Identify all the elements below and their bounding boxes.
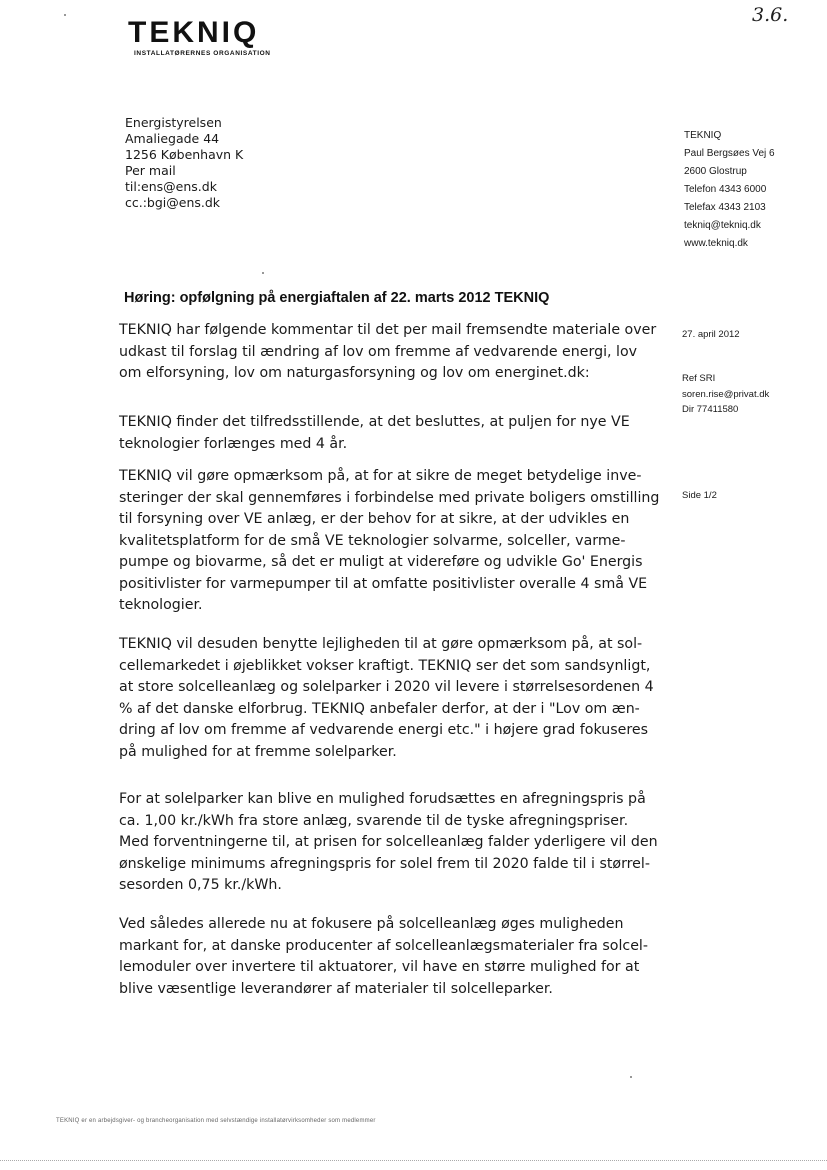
sender-line: 2600 Glostrup: [684, 166, 747, 177]
letter-subject: Høring: opfølgning på energiaftalen af 22. marts 2012 TEKNIQ: [124, 290, 550, 306]
text-line: For at solelparker kan blive en mulighed forudsættes en afregningspris på: [119, 791, 646, 807]
text-line: kvalitetsplatform for de små VE teknologier solvarme, solceller, varme-: [119, 532, 626, 549]
recipient-line: Per mail: [125, 163, 176, 178]
ref-line: Ref SRI: [682, 373, 716, 384]
recipient-line: 1256 København K: [125, 147, 244, 162]
sender-line: TEKNIQ: [684, 130, 722, 141]
text-line: blive væsentlige leverandører af materialer til solcelleparker.: [119, 980, 553, 997]
text-line: teknologier.: [119, 597, 203, 613]
page-number: [682, 488, 717, 504]
text-line: til forsyning over VE anlæg, er der behov for at sikre, at der udvikles en: [119, 511, 630, 527]
recipient-address: [125, 115, 243, 211]
sender-email: tekniq@tekniq.dk: [684, 220, 761, 231]
text-line: sesorden 0,75 kr./kWh.: [119, 877, 282, 893]
text-line: pumpe og biovarme, så det er muligt at videreføre og udvikle Go' Energis: [119, 554, 643, 570]
text-line: % af det danske elforbrug. TEKNIQ anbefaler derfor, at der i "Lov om æn-: [119, 700, 640, 717]
text-line: at store solcelleanlæg og solelparker i 2020 vil levere i størrelsesordenen 4: [119, 679, 654, 695]
text-line: Ved således allerede nu at fokusere på solcelleanlæg øges muligheden: [119, 916, 624, 932]
paragraph-6: [119, 914, 667, 1000]
text-line: TEKNIQ har følgende kommentar til det per mail fremsendte materiale over: [119, 322, 657, 338]
ref-line: soren.rise@privat.dk: [682, 388, 770, 400]
sender-line: Telefax 4343 2103: [684, 202, 766, 213]
text-line: TEKNIQ vil desuden benytte lejligheden til at gøre opmærksom på, at sol-: [119, 636, 643, 652]
text-line: lemoduler over invertere til aktuatorer, vil have en større mulighed for at: [119, 959, 640, 975]
sender-line: Paul Bergsøes Vej 6: [684, 148, 775, 159]
scan-speck: [630, 1076, 632, 1078]
sender-address: [684, 127, 775, 253]
sender-line: Telefon 4343 6000: [684, 184, 767, 195]
scan-speck: [64, 14, 66, 16]
recipient-line: cc.:bgi@ens.dk: [125, 195, 221, 210]
text-line: teknologier forlænges med 4 år.: [119, 435, 348, 452]
paragraph-3: [119, 466, 667, 617]
paragraph-1: [119, 320, 667, 385]
text-line: markant for, at danske producenter af solcelleanlægsmaterialer fra solcel-: [119, 937, 648, 954]
footer-note: TEKNIQ er en arbejdsgiver- og brancheorganisation med selvstændige installatørvirksomheder som medlemmer: [56, 1118, 376, 1124]
scan-edge-line: [0, 1160, 827, 1161]
recipient-line: Energistyrelsen: [125, 115, 222, 130]
date-text: 27. april 2012: [682, 329, 740, 340]
text-line: positivlister for varmepumper til at omfatte positivlister overalle 4 små VE: [119, 575, 648, 592]
text-line: udkast til forslag til ændring af lov om fremme af vedvarende energi, lov: [119, 343, 638, 360]
text-line: ca. 1,00 kr./kWh fra store anlæg, svarende til de tyske afregningspriser.: [119, 812, 629, 829]
paragraph-2: [119, 412, 667, 455]
text-line: om elforsyning, lov om naturgasforsyning og lov om energinet.dk:: [119, 365, 590, 381]
text-line: ønskelige minimums afregningspris for solel frem til 2020 falde til i størrel-: [119, 855, 650, 872]
text-line: TEKNIQ vil gøre opmærksom på, at for at sikre de meget betydelige inve-: [119, 468, 642, 484]
text-line: dring af lov om fremme af vedvarende energi etc." i højere grad fokuseres: [119, 722, 648, 738]
text-line: på mulighed for at fremme solelparker.: [119, 743, 397, 760]
tekniq-logo: TEKNIQ: [128, 16, 260, 49]
reference-block: [682, 371, 769, 418]
handwritten-annotation: 3.6.: [752, 4, 789, 26]
text-line: steringer der skal gennemføres i forbindelse med private boligers omstilling: [119, 489, 660, 506]
scan-speck: [262, 272, 264, 274]
text-line: TEKNIQ finder det tilfredsstillende, at det besluttes, at puljen for nye VE: [119, 414, 630, 430]
recipient-line: til:ens@ens.dk: [125, 179, 217, 194]
text-line: cellemarkedet i øjeblikket vokser kraftigt. TEKNIQ ser det som sandsynligt,: [119, 657, 651, 674]
logo-tagline: INSTALLATØRERNES ORGANISATION: [134, 50, 271, 57]
sender-website: www.tekniq.dk: [684, 238, 748, 249]
letter-date: [682, 327, 740, 343]
recipient-line: Amaliegade 44: [125, 131, 220, 146]
page-number-text: Side 1/2: [682, 490, 717, 501]
ref-line: Dir 77411580: [682, 404, 739, 415]
text-line: Med forventningerne til, at prisen for solcelleanlæg falder yderligere vil den: [119, 834, 658, 850]
paragraph-4: [119, 634, 667, 763]
paragraph-5: [119, 789, 667, 897]
